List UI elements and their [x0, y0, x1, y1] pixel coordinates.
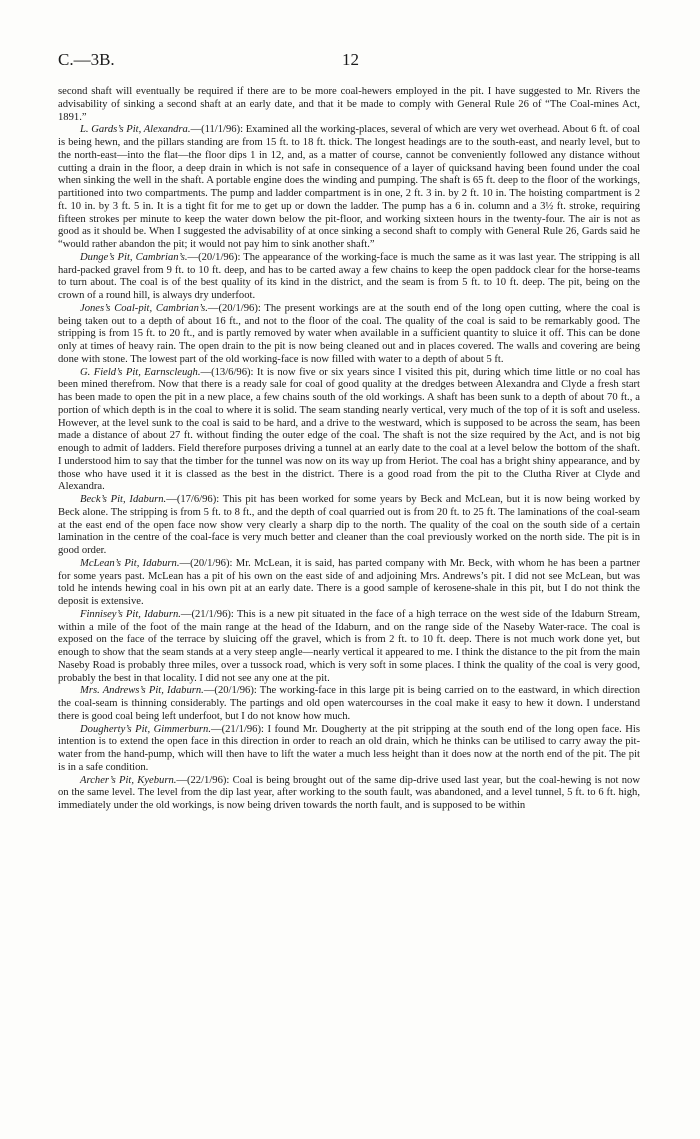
- paragraph-text: —(20/1/96): The present workings are at the south end of the long open cutting, where the coal is being taken out to a depth of about 16 ft., and not to the floor of the coal. The quality of the coal is said to be remarkably good. The stripping is from 15 ft. to 20 ft., and is partly removed by water when available in a sufficient quantity to sluice it off. This can be done only at times of heavy rain. The open drain to the pit is now being cleaned out and in places covered. The walls and covering are being done with stone. The lowest part of the old working-face is now filled with water to a depth of about 5 ft.: [58, 302, 640, 365]
- paragraph-archer-pit: [58, 775, 640, 813]
- paragraph-beck-pit: [58, 494, 640, 558]
- paragraph-continuation: [58, 86, 640, 124]
- pit-title: Archer’s Pit, Kyeburn.: [80, 774, 177, 786]
- paragraph-andrews-pit: [58, 685, 640, 723]
- pit-title: Finnisey’s Pit, Idaburn.: [80, 608, 181, 620]
- paragraph-text: —(13/6/96): It is now five or six years since I visited this pit, during which time little or no coal has been mined therefrom. Now that there is a ready sale for coal of good quality at the dredges between Alexandra and Clyde a fresh start has been made to open the pit in a new place, a few chains south of the old workings. A shaft has been sunk to a depth of about 70 ft., a portion of which depth is in the coal to where it is solid. The seam standing nearly vertical, very much of the top of it is soft and useless. However, at the level sunk to the coal is said to be hard, and a drive to the westward, which is supposed to be across the seam, has been made a distance of about 27 ft. without finding the outer edge of the coal. The shaft is not the size required by the Act, and is not big enough to admit of ladders. Field therefore purposes driving a tunnel at an early date to the coal at a level below the bottom of the shaft. I understood him to say that the timber for the tunnel was now on its way up from Heriot. The coal has a bright shiny appearance, and by those who have used it it is classed as the best in the district. There is a good road from the pit to the Clutha River at Clyde and Alexandra.: [58, 366, 640, 493]
- paragraph-text: —(21/1/96): This is a new pit situated in the face of a high terrace on the west side of the Idaburn Stream, within a mile of the foot of the main range at the head of the Idaburn, and on the range side of the Naseby Water-race. The coal is exposed on the face of the terrace by sluicing off the gravel, which is from 2 ft. to 10 ft. deep. There is not much work done yet, but enough to show that the seam stands at a very steep angle—nearly vertical it appeared to me. I think the distance to the pit from the main Naseby Road is probably three miles, over a tussock road, which is very soft in some places. I think the quality of the coal is very good, probably the best in that locality. I did not see any one at the pit.: [58, 608, 640, 684]
- paragraph-text: —(20/1/96): The working-face in this large pit is being carried on to the eastward, in which direction the coal-seam is thinning considerably. The partings and old open watercourses in the coal make it easy to hew it down. I understand there is good coal being left underfoot, but I do not know how much.: [58, 685, 640, 722]
- report-body: [58, 86, 640, 813]
- paragraph-gards-pit: [58, 124, 640, 252]
- pit-title: McLean’s Pit, Idaburn.: [80, 557, 180, 569]
- paragraph-finnisey-pit: [58, 609, 640, 686]
- paragraph-text: —(20/1/96): The appearance of the working-face is much the same as it was last year. The stripping is all hard-packed gravel from 9 ft. to 10 ft. deep, and has to be carted away a few chains to keep the open paddock clear for the horse-teams to turn about. The coal is of the best quality of its kind in the district, and the seam is from 5 ft. to 10 ft. deep. The pit, being on the crown of a round hill, is always dry underfoot.: [58, 251, 641, 301]
- pit-title: L. Gards’s Pit, Alexandra.: [80, 124, 191, 136]
- document-reference: C.—3B.: [58, 50, 115, 69]
- paragraph-text: —(17/6/96): This pit has been worked for some years by Beck and McLean, but it is now being worked by Beck alone. The stripping is from 5 ft. to 8 ft., and the depth of coal quarried out is from 20 ft. to 25 ft. The laminations of the coal-seam at the east end of the open face now show very clearly a sharp dip to the north. The quality of the coal on the south side of a certain lamination in the centre of the coal-face is very much better and cleaner than the coal previously worked on the north side. The pit is in good order.: [58, 494, 640, 556]
- pit-title: Dunge’s Pit, Cambrian’s.: [80, 251, 188, 263]
- page-number: 12: [342, 50, 359, 69]
- pit-title: Beck’s Pit, Idaburn.: [80, 494, 167, 505]
- paragraph-field-pit: [58, 367, 640, 495]
- paragraph-text: second shaft will eventually be required if there are to be more coal-hewers employed in the pit. I have suggested to Mr. Rivers the advisability of sinking a second shaft at an early date, and that it be made to comply with General Rule 26 of “The Coal-mines Act, 1891.”: [58, 86, 640, 123]
- pit-title: G. Field’s Pit, Earnscleugh.: [80, 366, 201, 378]
- pit-title: Dougherty’s Pit, Gimmerburn.: [80, 723, 211, 735]
- paragraph-text: —(20/1/96): Mr. McLean, it is said, has parted company with Mr. Beck, with whom he has been a partner for some years past. McLean has a pit of his own on the east side of and adjoining Mrs. Andrews’s pit. I did not see McLean, but was told he intends hewing coal in his own pit at an early date. There is a good sample of kerosene-shale in this pit, but I do not think the deposit is extensive.: [58, 557, 640, 607]
- paragraph-dunge-pit: [58, 252, 640, 303]
- pit-title: Jones’s Coal-pit, Cambrian’s.: [80, 302, 208, 314]
- paragraph-text: —(11/1/96): Examined all the working-places, several of which are very wet overhead. About 6 ft. of coal is being hewn, and the pillars standing are from 15 ft. to 18 ft. thick. The longest headings are to the south-east, and nearly level, but to the north-east—into the flat—the floor dips 1 in 12, and, as a matter of course, cannot be conveniently followed any distance without cutting a drain in the floor, a deep drain in which is not safe in consequence of a layer of quicksand having been found under the coal when sinking the well in the shaft. A portable engine does the winding and pumping. The shaft is 65 ft. deep to the floor of the workings, partitioned into two compartments. The pump and ladder compartment is in one, 2 ft. 3 in. by 2 ft. 10 in. The hoisting compartment is 2 ft. 10 in. by 3 ft. 5 in. It is a tight fit for me to get up or down the ladder. The pump has a 6 in. column and a 3½ ft. stroke, requiring fifteen strokes per minute to keep the water down below the pit-floor, and working sixteen hours in the twenty-four. The air is not as good as it should be. When I suggested the advisability of at once sinking a second shaft to comply with General Rule 26, Gards said he “would rather abandon the pit; it would not pay him to sink another shaft.”: [58, 124, 640, 250]
- paragraph-dougherty-pit: [58, 724, 640, 775]
- pit-title: Mrs. Andrews’s Pit, Idaburn.: [80, 685, 204, 697]
- page-header: [58, 50, 642, 72]
- paragraph-jones-pit: [58, 303, 640, 367]
- paragraph-mclean-pit: [58, 558, 640, 609]
- paragraph-text: —(21/1/96): I found Mr. Dougherty at the pit stripping at the south end of the long open face. His intention is to extend the open face in this direction in order to reach an old drain, which he thinks can be utilised to carry away the pit-water from the hand-pump, which will then have to lift the water a much less height than it does now at the north end of the pit. The pit is in a safe condition.: [58, 723, 640, 773]
- paragraph-text: —(22/1/96): Coal is being brought out of the same dip-drive used last year, but the coal-hewing is not now on the same level. The level from the dip last year, after working to the south fault, was abandoned, and a level tunnel, 5 ft. to 6 ft. high, immediately under the old workings, is now being driven towards the north fault, and is supposed to be within: [58, 774, 640, 811]
